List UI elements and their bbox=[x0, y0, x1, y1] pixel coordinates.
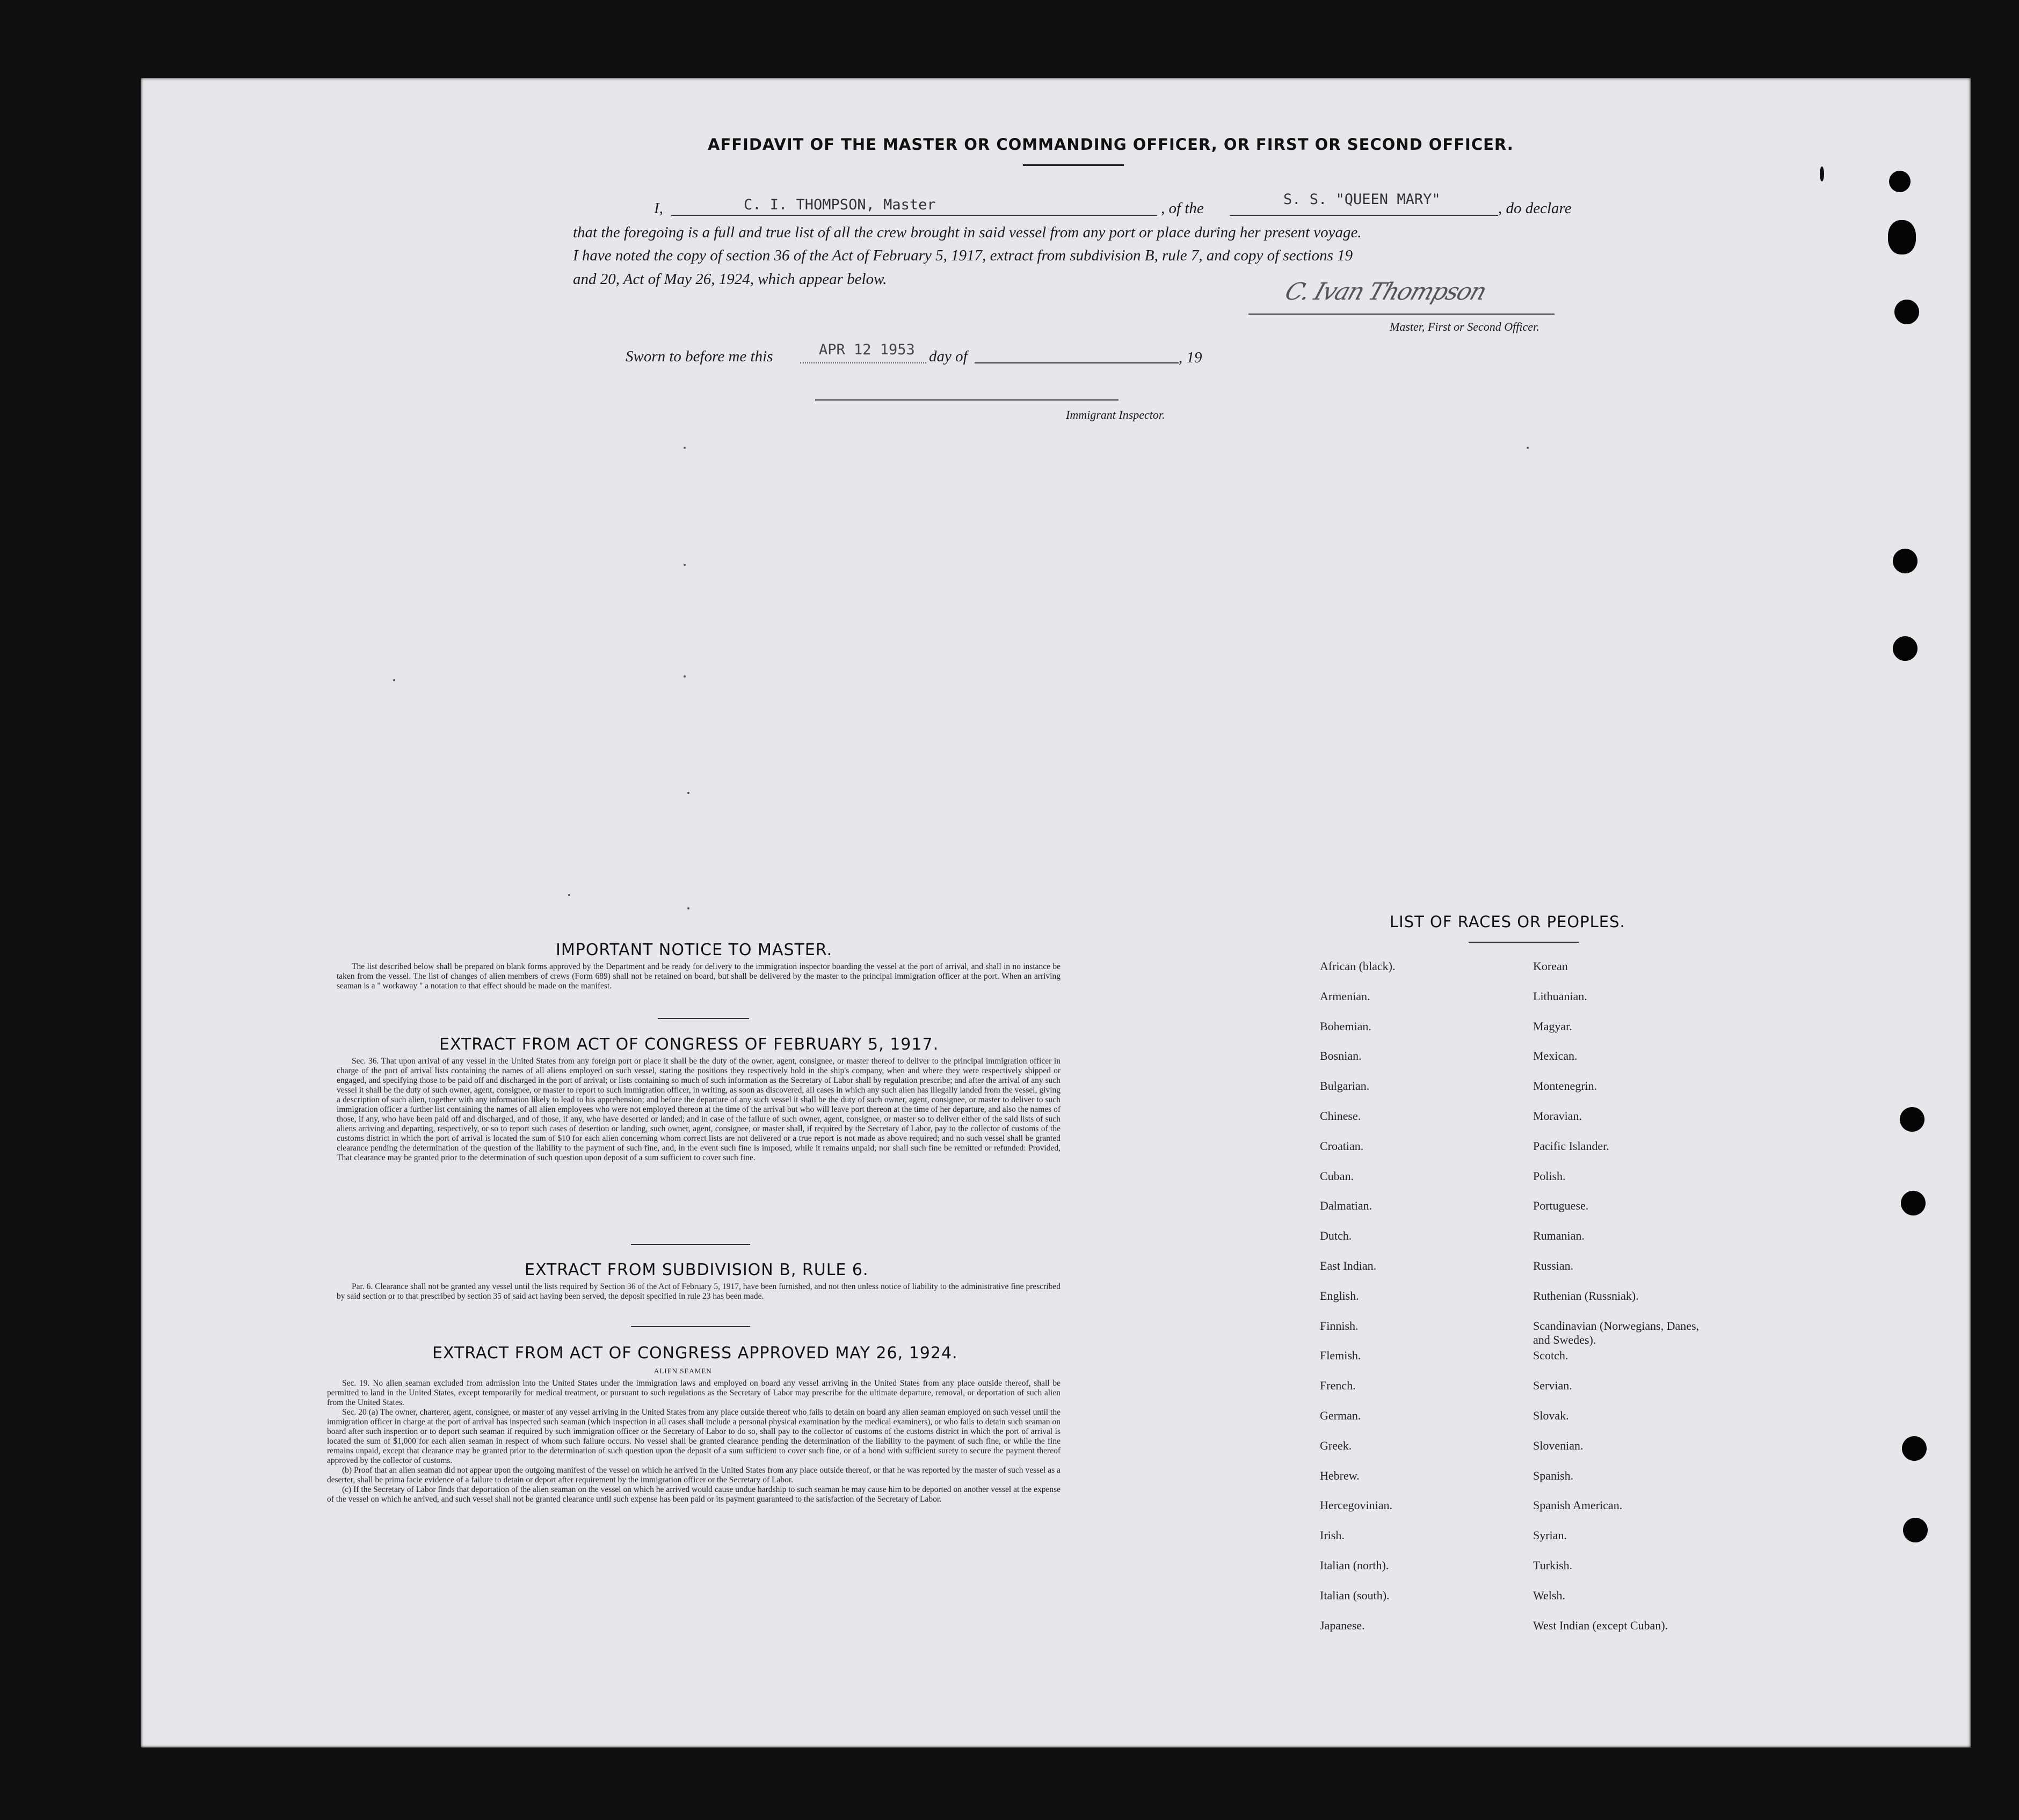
race-item: Bulgarian. bbox=[1320, 1079, 1370, 1093]
race-item: Russian. bbox=[1533, 1258, 1574, 1272]
race-item: Mexican. bbox=[1533, 1049, 1578, 1063]
month-line bbox=[975, 362, 1179, 363]
notice-paragraph: The list described below shall be prepared on blank forms approved by the Department and be ready for delivery to the immigration inspector boarding the vessel at the port of arrival, and shall in no instance be taken from the vessel. The list of changes of alien members of crews (Form 689) shall not be retained on board, but shall be delivered by the master to the principal immigration officer at the port. When an arriving seaman is a " workaway " a notation to that effect should be made on the manifest. bbox=[337, 962, 1061, 991]
par6-paragraph: Par. 6. Clearance shall not be granted any vessel until the lists required by Section 36 of the Act of February 5, 1917, have been furnished, and not then unless notice of liability to the administrative fine prescribed by said section or to that prescribed by section 35 of said act having been served, the deposit specified in rule 23 has been made. bbox=[337, 1282, 1061, 1301]
sworn-label: Sworn to before me this bbox=[626, 348, 773, 365]
section-divider bbox=[631, 1326, 750, 1327]
race-item: Italian (north). bbox=[1320, 1558, 1389, 1572]
affidavit-i-label: I, bbox=[654, 200, 663, 217]
race-item: Lithuanian. bbox=[1533, 989, 1587, 1003]
race-item: Scandinavian (Norwegians, Danes, and Swedes). bbox=[1533, 1319, 1700, 1346]
race-item: Ruthenian (Russniak). bbox=[1533, 1288, 1639, 1302]
punch-hole bbox=[1902, 1436, 1927, 1461]
race-item: Italian (south). bbox=[1320, 1588, 1390, 1602]
race-item: Bosnian. bbox=[1320, 1049, 1362, 1063]
ink-mark bbox=[1820, 166, 1824, 181]
speck bbox=[393, 679, 395, 681]
race-item: African (black). bbox=[1320, 959, 1396, 973]
race-item: German. bbox=[1320, 1408, 1361, 1422]
race-item: Slovenian. bbox=[1533, 1438, 1584, 1452]
race-item: Rumanian. bbox=[1533, 1229, 1585, 1243]
do-declare-label: , do declare bbox=[1498, 200, 1572, 217]
speck bbox=[684, 447, 686, 449]
sec19-paragraph: Sec. 19. No alien seaman excluded from admission into the United States under the immigration laws and employed on board any vessel arriving in the United States from any place outside thereof, shall be permitted to land in the United States, except temporarily for medical treatment, or pursuant to such regulations as the Secretary of Labor may prescribe for the ultimate departure, removal, or deportation of such alien from the United States. bbox=[327, 1379, 1061, 1407]
punch-hole bbox=[1893, 549, 1918, 573]
speck bbox=[568, 894, 570, 896]
race-item: Slovak. bbox=[1533, 1408, 1569, 1422]
races-column-1 bbox=[1320, 959, 1497, 1648]
races-title: LIST OF RACES OR PEOPLES. bbox=[1390, 913, 1625, 931]
affidavit-line-4: and 20, Act of May 26, 1924, which appear below. bbox=[573, 271, 887, 288]
vessel-name-field[interactable]: S. S. "QUEEN MARY" bbox=[1283, 191, 1441, 208]
punch-hole bbox=[1893, 636, 1918, 661]
extract1917-text bbox=[337, 1057, 1061, 1163]
notice-text bbox=[337, 962, 1061, 991]
speck bbox=[687, 792, 689, 794]
race-item: Dalmatian. bbox=[1320, 1199, 1372, 1213]
day-of-label: day of bbox=[929, 348, 968, 365]
affidavit-title: AFFIDAVIT OF THE MASTER OR COMMANDING OFFICER, OR FIRST OR SECOND OFFICER. bbox=[708, 135, 1514, 154]
inspector-signature-line bbox=[815, 399, 1119, 401]
signature-line bbox=[1248, 314, 1555, 315]
race-item: Scotch. bbox=[1533, 1349, 1568, 1363]
race-item: Armenian. bbox=[1320, 989, 1370, 1003]
section-divider bbox=[631, 1244, 750, 1245]
alien-seamen-subtitle: ALIEN SEAMEN bbox=[654, 1367, 712, 1375]
race-item: Magyar. bbox=[1533, 1019, 1572, 1033]
sec20b-paragraph: (b) Proof that an alien seaman did not appear upon the outgoing manifest of the vessel on which he arrived in the United States from any place outside thereof, or that he was reported by the master of such vessel as a deserter, shall be prima facie evidence of a failure to detain or deport after requirement by the immigration officer or the Secretary of Labor. bbox=[327, 1466, 1061, 1484]
master-name-line bbox=[671, 215, 1157, 216]
race-item: Moravian. bbox=[1533, 1109, 1582, 1123]
punch-hole bbox=[1894, 300, 1919, 324]
race-item: Dutch. bbox=[1320, 1229, 1352, 1243]
master-signature: C. Ivan Thompson bbox=[1281, 278, 1490, 305]
race-item: Cuban. bbox=[1320, 1169, 1354, 1183]
vessel-name-line bbox=[1230, 215, 1498, 216]
signature-caption: Master, First or Second Officer. bbox=[1390, 320, 1539, 333]
sec36-paragraph: Sec. 36. That upon arrival of any vessel in the United States from any foreign port or place it shall be the duty of the owner, agent, consignee, or master thereof to deliver to the principal immigration officer in charge of the port of arrival lists containing the names of all aliens employed on such vessel, stating the positions they respectively hold in the ship's company, when and where they were respectively shipped or engaged, and specifying those to be paid off and discharged in the port of arrival; or lists containing so much of such information as the Secretary of Labor shall by regulation prescribe; and after the arrival of any such vessel it shall be the duty of such owner, agent, consignee, or master to report to such immigration officer, in writing, as soon as discovered, all cases in which any such alien has illegally landed from the vessel, giving a description of such alien, together with any information likely to lead to his apprehension; and before the departure of any such vessel it shall be the duty of such owner, agent, consignee, or master to deliver to such immigration officer a further list containing the names of all alien employees who were not employed thereon at the time of the arrival but who will leave port thereon at the time of her departure, and also the names of those, if any, who have been paid off and discharged, and of those, if any, who have deserted or landed; and in case of the failure of such owner, agent, consignee, or master so to deliver either of the said lists of such aliens arriving and departing, respectively, or so to report such cases of desertion or landing, such owner, agent, consignee, or master shall, if required by the Secretary of Labor, pay to the collector of customs of the customs district in which the port of arrival is located the sum of $10 for each alien concerning whom correct lists are not delivered or a true report is not made as above required; and no such vessel shall be granted clearance pending the determination of the question of the liability to the payment of such fine, and, in the event such fine is imposed, while it remains unpaid; nor shall such fine be remitted or refunded: Provided, That clearance may be granted prior to the determination of such question upon deposit of a sum sufficient to cover such fine. bbox=[337, 1057, 1061, 1162]
stamp-date: APR 12 1953 bbox=[819, 341, 915, 358]
race-item: Korean bbox=[1533, 959, 1568, 973]
race-item: Polish. bbox=[1533, 1169, 1566, 1183]
master-name-field[interactable]: C. I. THOMPSON, Master bbox=[744, 196, 936, 213]
race-item: West Indian (except Cuban). bbox=[1533, 1618, 1668, 1632]
speck bbox=[684, 675, 686, 678]
of-the-label: , of the bbox=[1161, 200, 1204, 217]
rule6-text bbox=[337, 1282, 1061, 1301]
extract1924-text bbox=[327, 1379, 1061, 1504]
race-item: Pacific Islander. bbox=[1533, 1139, 1609, 1153]
race-item: Servian. bbox=[1533, 1379, 1572, 1393]
affidavit-line-3: I have noted the copy of section 36 of the Act of February 5, 1917, extract from subdivision B, rule 7, and copy of sections 19 bbox=[573, 247, 1353, 264]
affidavit-line-2: that the foregoing is a full and true list of all the crew brought in said vessel from any port or place during her present voyage. bbox=[573, 224, 1362, 241]
race-item: Croatian. bbox=[1320, 1139, 1364, 1153]
race-item: East Indian. bbox=[1320, 1258, 1377, 1272]
punch-hole bbox=[1900, 1107, 1924, 1132]
rule6-title: EXTRACT FROM SUBDIVISION B, RULE 6. bbox=[525, 1261, 869, 1279]
punch-hole bbox=[1901, 1191, 1926, 1215]
race-item: Irish. bbox=[1320, 1528, 1345, 1542]
year-label: , 19 bbox=[1179, 349, 1202, 366]
speck bbox=[687, 907, 689, 909]
race-item: Chinese. bbox=[1320, 1109, 1361, 1123]
punch-hole bbox=[1903, 1518, 1928, 1542]
race-item: Hercegovinian. bbox=[1320, 1498, 1392, 1512]
race-item: Flemish. bbox=[1320, 1349, 1361, 1363]
race-item: Spanish. bbox=[1533, 1468, 1574, 1482]
speck bbox=[684, 564, 686, 566]
race-item: English. bbox=[1320, 1288, 1359, 1302]
title-underline bbox=[1023, 164, 1124, 166]
race-item: Bohemian. bbox=[1320, 1019, 1371, 1033]
race-item: Spanish American. bbox=[1533, 1498, 1623, 1512]
race-item: Welsh. bbox=[1533, 1588, 1565, 1602]
extract1917-title: EXTRACT FROM ACT OF CONGRESS OF FEBRUARY 5, 1917. bbox=[439, 1035, 939, 1054]
races-title-underline bbox=[1469, 942, 1579, 943]
speck bbox=[1527, 447, 1529, 449]
races-column-2 bbox=[1533, 959, 1716, 1648]
punch-hole bbox=[1888, 220, 1916, 254]
date-dotted-line bbox=[800, 362, 926, 363]
sec20c-paragraph: (c) If the Secretary of Labor finds that deportation of the alien seaman on the vessel on which he arrived would cause undue hardship to such seaman he may cause him to be deported on another vessel at the expense of the vessel on which he arrived, and such vessel shall not be granted clearance until such expense has been paid or its payment guaranteed to the satisfaction of the Secretary of Labor. bbox=[327, 1485, 1061, 1504]
race-item: Portuguese. bbox=[1533, 1199, 1589, 1213]
punch-hole bbox=[1889, 171, 1911, 192]
notice-title: IMPORTANT NOTICE TO MASTER. bbox=[556, 941, 833, 959]
race-item: Turkish. bbox=[1533, 1558, 1573, 1572]
race-item: Syrian. bbox=[1533, 1528, 1567, 1542]
race-item: Montenegrin. bbox=[1533, 1079, 1597, 1093]
extract1924-title: EXTRACT FROM ACT OF CONGRESS APPROVED MAY 26, 1924. bbox=[432, 1344, 958, 1363]
race-item: Japanese. bbox=[1320, 1618, 1365, 1632]
inspector-caption: Immigrant Inspector. bbox=[1066, 408, 1165, 421]
race-item: Greek. bbox=[1320, 1438, 1352, 1452]
section-divider bbox=[658, 1018, 749, 1019]
race-item: French. bbox=[1320, 1379, 1356, 1393]
sec20a-paragraph: Sec. 20 (a) The owner, charterer, agent, consignee, or master of any vessel arriving in the United States from any place outside thereof who fails to detain on board any alien seaman employed on such vessel until the immigration officer in charge at the port of arrival has inspected such seaman (which inspection in all cases shall include a personal physical examination by the medical examiners), or who fails to detain such seaman on board after such inspection or to deport such seaman if required by such immigration officer or the Secretary of Labor to do so, shall pay to the collector of customs of the customs district in which the port of arrival is located the sum of $1,000 for each alien seaman in respect of whom such failure occurs. No vessel shall be granted clearance pending the determination of the liability to the payment of such fine, or while the fine remains unpaid, except that clearance may be granted prior to the determination of such question upon the deposit of a sum sufficient to cover such fine, or of a bond with sufficient surety to secure the payment thereof approved by the collector of customs. bbox=[327, 1408, 1061, 1465]
race-item: Hebrew. bbox=[1320, 1468, 1360, 1482]
race-item: Finnish. bbox=[1320, 1319, 1359, 1333]
